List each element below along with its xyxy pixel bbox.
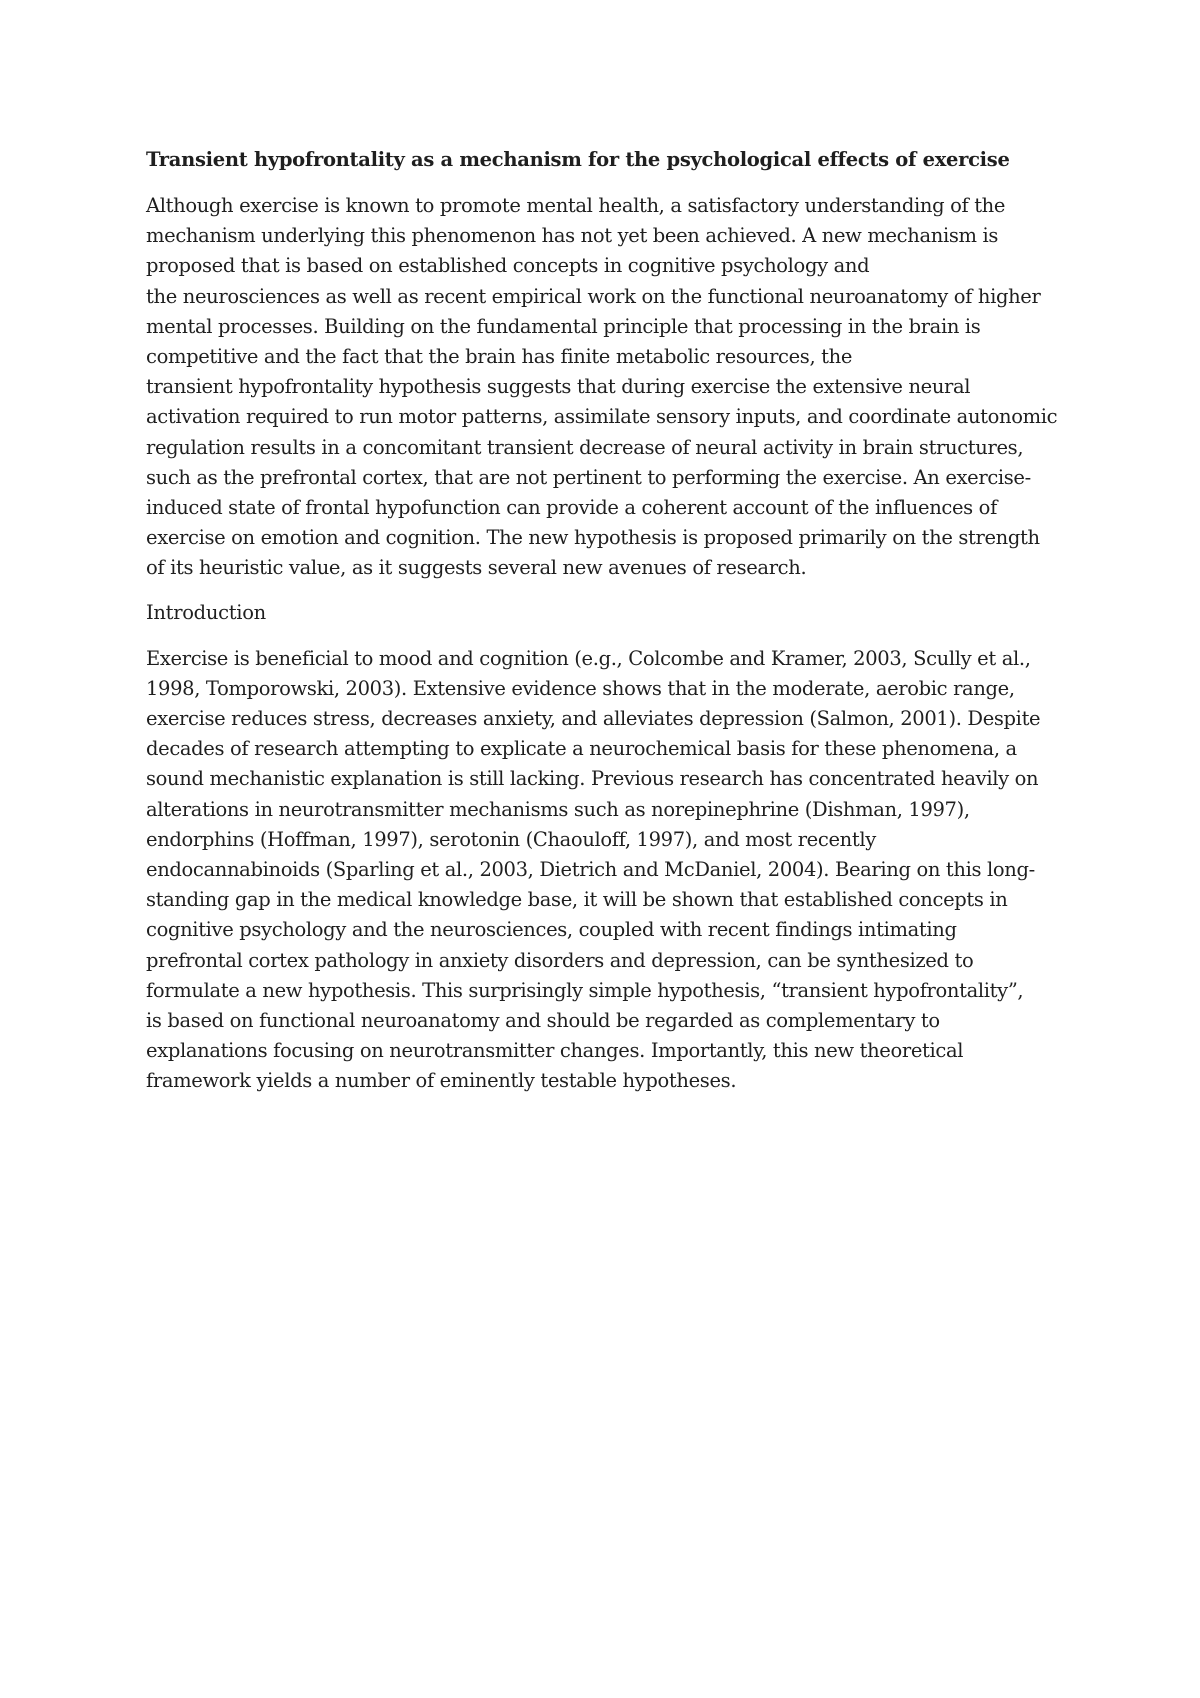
intro-line: cognitive psychology and the neurosciences, coupled with recent findings intimating	[146, 918, 957, 942]
introduction-paragraph	[146, 644, 1066, 1097]
abstract-line: proposed that is based on established concepts in cognitive psychology and	[146, 254, 870, 278]
abstract-line: transient hypofrontality hypothesis suggests that during exercise the extensive neural	[146, 375, 971, 399]
intro-line: standing gap in the medical knowledge base, it will be shown that established concepts in	[146, 888, 1008, 912]
abstract-line: the neurosciences as well as recent empirical work on the functional neuroanatomy of higher	[146, 284, 1041, 308]
abstract-line: activation required to run motor patterns, assimilate sensory inputs, and coordinate autonomic	[146, 405, 1058, 429]
abstract-line: mental processes. Building on the fundamental principle that processing in the brain is	[146, 314, 981, 338]
abstract-line: regulation results in a concomitant transient decrease of neural activity in brain structures,	[146, 435, 1024, 459]
intro-line: decades of research attempting to explicate a neurochemical basis for these phenomena, a	[146, 737, 1017, 761]
document-title: Transient hypofrontality as a mechanism for the psychological effects of exercise	[146, 148, 1010, 171]
intro-line: alterations in neurotransmitter mechanisms such as norepinephrine (Dishman, 1997),	[146, 797, 970, 821]
intro-line: is based on functional neuroanatomy and should be regarded as complementary to	[146, 1009, 940, 1033]
intro-line: endocannabinoids (Sparling et al., 2003, Dietrich and McDaniel, 2004). Bearing on this long-	[146, 858, 1035, 882]
abstract-line: Although exercise is known to promote mental health, a satisfactory understanding of the	[146, 194, 1006, 217]
abstract-line: such as the prefrontal cortex, that are not pertinent to performing the exercise. An exercise-	[146, 465, 1031, 489]
intro-line: exercise reduces stress, decreases anxiety, and alleviates depression (Salmon, 2001). Despite	[146, 707, 1041, 731]
section-heading-introduction: Introduction	[146, 600, 266, 624]
abstract-line: exercise on emotion and cognition. The new hypothesis is proposed primarily on the strength	[146, 526, 1040, 550]
intro-line: formulate a new hypothesis. This surprisingly simple hypothesis, “transient hypofrontality”,	[146, 978, 1024, 1002]
abstract-line: induced state of frontal hypofunction can provide a coherent account of the influences of	[146, 496, 997, 520]
abstract-paragraph	[146, 191, 1066, 584]
intro-line: Exercise is beneficial to mood and cognition (e.g., Colcombe and Kramer, 2003, Scully et al.,	[146, 646, 1031, 670]
abstract-line: mechanism underlying this phenomenon has not yet been achieved. A new mechanism is	[146, 224, 999, 248]
intro-line: framework yields a number of eminently testable hypotheses.	[146, 1069, 737, 1093]
document-body	[146, 145, 1066, 1111]
intro-line: prefrontal cortex pathology in anxiety disorders and depression, can be synthesized to	[146, 948, 974, 972]
abstract-line: of its heuristic value, as it suggests several new avenues of research.	[146, 556, 807, 580]
intro-line: endorphins (Hoffman, 1997), serotonin (Chaouloff, 1997), and most recently	[146, 827, 876, 851]
abstract-line: competitive and the fact that the brain has finite metabolic resources, the	[146, 345, 853, 369]
intro-line: sound mechanistic explanation is still lacking. Previous research has concentrated heavily on	[146, 767, 1039, 791]
intro-line: explanations focusing on neurotransmitter changes. Importantly, this new theoretical	[146, 1039, 964, 1063]
intro-line: 1998, Tomporowski, 2003). Extensive evidence shows that in the moderate, aerobic range,	[146, 676, 1015, 700]
